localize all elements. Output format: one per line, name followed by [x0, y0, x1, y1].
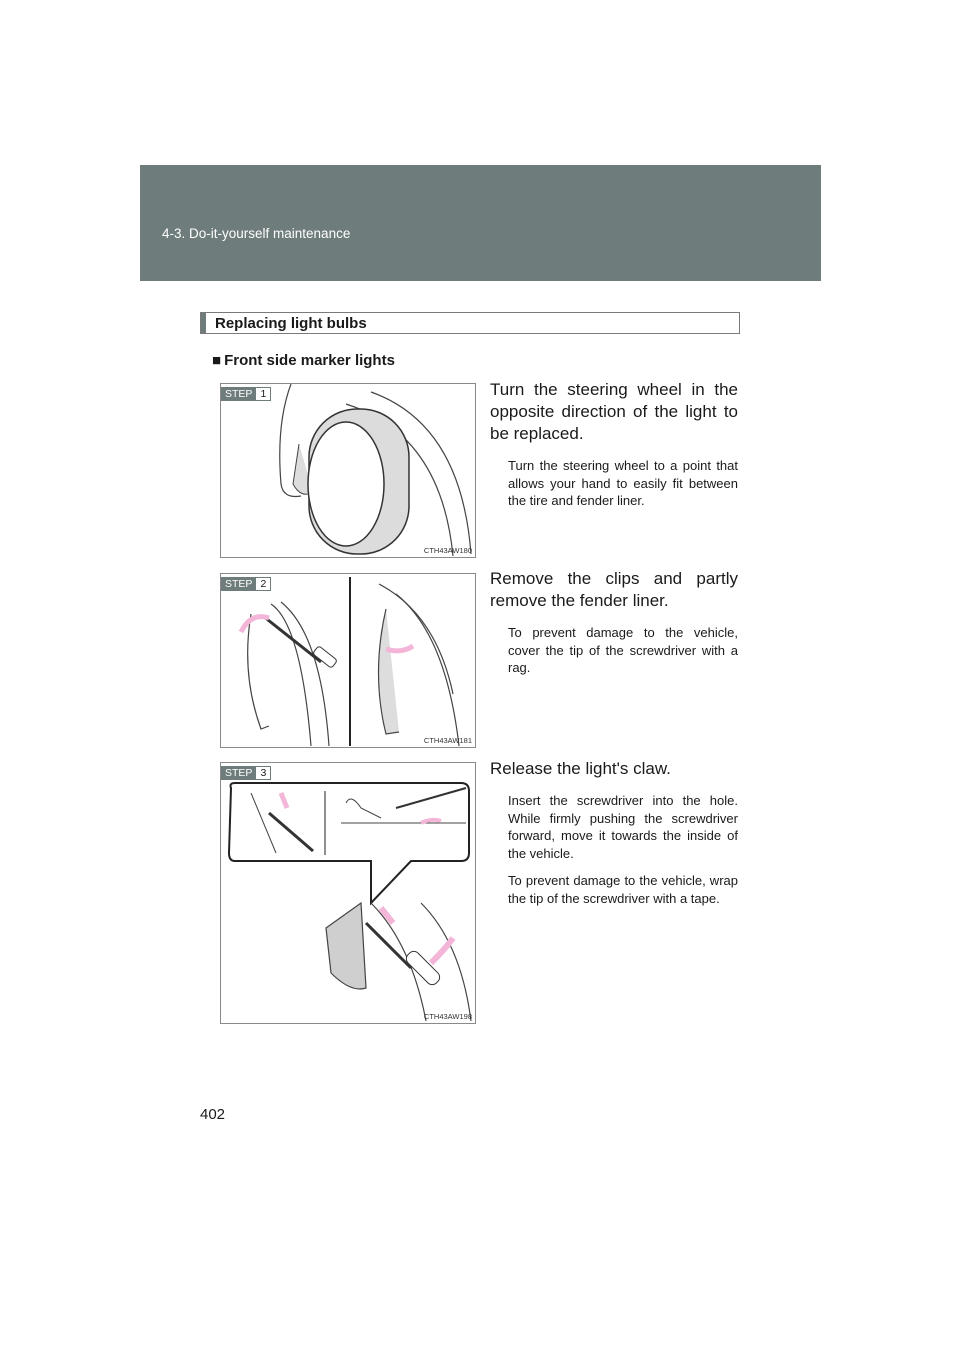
step-2-illustration	[220, 573, 476, 748]
step-2-badge	[221, 577, 271, 591]
section-title-bar	[200, 312, 740, 334]
step-1-text	[490, 379, 738, 510]
step-1-illustration	[220, 383, 476, 558]
step-1-instruction: Turn the steering wheel in the opposite direction of the light to be replaced.	[490, 380, 738, 443]
step-3-note-1: Insert the screwdriver into the hole. While firmly pushing the screwdriver forward, move it towards the inside of the vehicle.	[508, 793, 738, 861]
subheading	[212, 352, 395, 369]
subheading-text: Front side marker lights	[224, 352, 395, 369]
fender-liner-illustration	[221, 574, 475, 747]
step-2-number: 2	[256, 577, 271, 591]
step-label: STEP	[221, 387, 256, 401]
step-1-figure-code: CTH43AW180	[423, 546, 472, 555]
step-1-number: 1	[256, 387, 271, 401]
step-2-figure-code: CTH43AW181	[423, 736, 472, 745]
tire-illustration	[221, 384, 475, 557]
square-bullet-icon: ■	[212, 352, 222, 369]
step-2-text	[490, 568, 738, 677]
step-3-illustration	[220, 762, 476, 1024]
step-1-badge	[221, 387, 271, 401]
step-3-text	[490, 758, 738, 907]
step-3-number: 3	[256, 766, 271, 780]
step-label: STEP	[221, 577, 256, 591]
step-2-note: To prevent damage to the vehicle, cover the tip of the screwdriver with a rag.	[508, 625, 738, 675]
step-2-instruction: Remove the clips and partly remove the fender liner.	[490, 569, 738, 610]
step-3-badge	[221, 766, 271, 780]
section-accent	[201, 313, 206, 333]
step-label: STEP	[221, 766, 256, 780]
step-1-note: Turn the steering wheel to a point that allows your hand to easily fit between the tire and fender liner.	[508, 458, 738, 508]
step-3-instruction: Release the light's claw.	[490, 759, 671, 778]
section-title: Replacing light bulbs	[215, 315, 367, 332]
page-header	[140, 165, 821, 281]
header-section-label: 4-3. Do-it-yourself maintenance	[162, 226, 351, 241]
step-3-note-2: To prevent damage to the vehicle, wrap the tip of the screwdriver with a tape.	[508, 873, 738, 906]
page-number: 402	[200, 1106, 226, 1123]
step-3-figure-code: CTH43AW198	[423, 1012, 472, 1021]
light-claw-illustration	[221, 763, 475, 1023]
